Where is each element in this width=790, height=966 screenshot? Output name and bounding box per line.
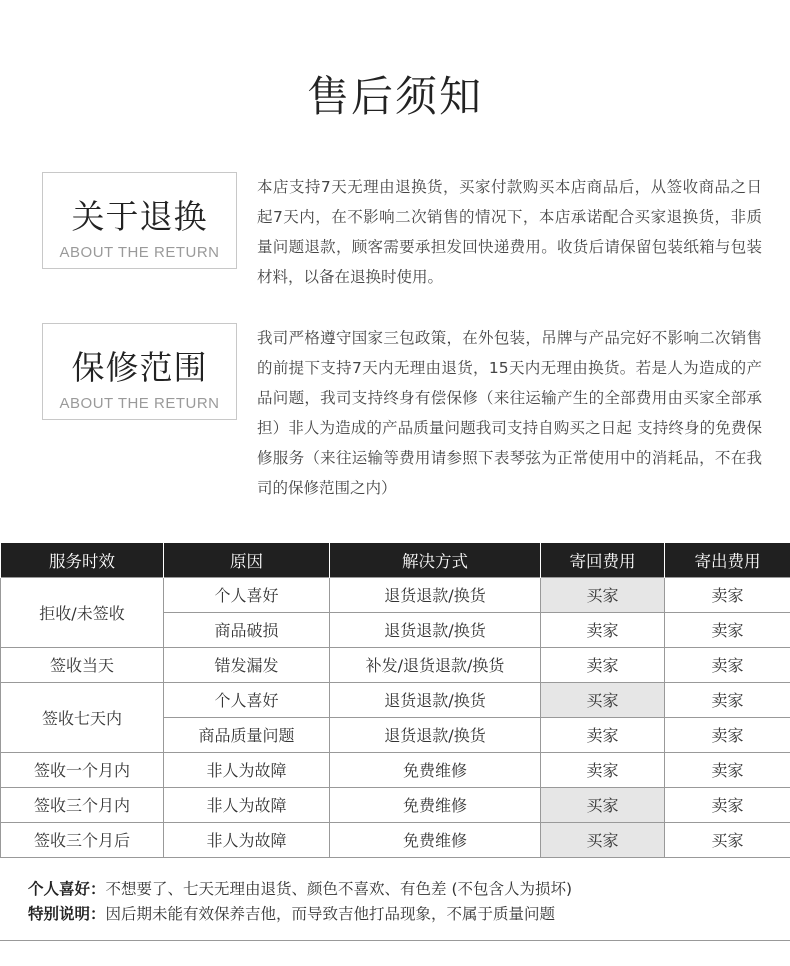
cell-send-fee: 卖家: [665, 577, 790, 612]
note-personal-preference: [28, 877, 790, 902]
cell-reason: 个人喜好: [164, 682, 330, 717]
cell-return-fee: 卖家: [541, 717, 665, 752]
table-body: [1, 577, 790, 857]
note-label: 特别说明：: [28, 905, 106, 923]
cell-reason: 商品破损: [164, 612, 330, 647]
cell-return-fee: 卖家: [541, 752, 665, 787]
warranty-title: 保修范围: [71, 348, 208, 387]
cell-reason: 错发漏发: [164, 647, 330, 682]
cell-send-fee: 卖家: [665, 717, 790, 752]
table-row: [1, 647, 790, 682]
table-row: [1, 752, 790, 787]
note-text: 因后期未能有效保养吉他，而导致吉他打品现象，不属于质量问题: [105, 905, 556, 923]
cell-reason: 非人为故障: [164, 822, 330, 857]
cell-period: 签收一个月内: [1, 752, 164, 787]
cell-reason: 商品质量问题: [164, 717, 330, 752]
cell-send-fee: 卖家: [665, 752, 790, 787]
header-return-fee: 寄回费用: [541, 543, 665, 577]
cell-send-fee: 卖家: [665, 647, 790, 682]
service-table: [0, 543, 790, 858]
table-row: [1, 577, 790, 612]
note-label: 个人喜好：: [28, 880, 106, 898]
cell-solution: 免费维修: [330, 752, 541, 787]
cell-solution: 退货退款/换货: [330, 717, 541, 752]
cell-send-fee: 卖家: [665, 682, 790, 717]
note-special: [28, 902, 790, 927]
cell-send-fee: 买家: [665, 822, 790, 857]
cell-solution: 退货退款/换货: [330, 612, 541, 647]
cell-period: 签收七天内: [1, 682, 164, 752]
cell-solution: 退货退款/换货: [330, 682, 541, 717]
cell-solution: 补发/退货退款/换货: [330, 647, 541, 682]
cell-reason: 个人喜好: [164, 577, 330, 612]
cell-send-fee: 卖家: [665, 612, 790, 647]
warranty-subtitle: ABOUT THE RETURN: [59, 395, 220, 412]
cell-reason: 非人为故障: [164, 752, 330, 787]
cell-return-fee: 买家: [541, 682, 665, 717]
returns-label-box: [42, 172, 237, 269]
cell-period: 拒收/未签收: [1, 577, 164, 647]
cell-solution: 免费维修: [330, 787, 541, 822]
table-row: [1, 787, 790, 822]
cell-send-fee: 卖家: [665, 787, 790, 822]
cell-return-fee: 买家: [541, 822, 665, 857]
cell-return-fee: 买家: [541, 577, 665, 612]
table-row: [1, 822, 790, 857]
cell-period: 签收三个月内: [1, 787, 164, 822]
cell-solution: 免费维修: [330, 822, 541, 857]
cell-return-fee: 卖家: [541, 647, 665, 682]
header-period: 服务时效: [1, 543, 164, 577]
cell-return-fee: 买家: [541, 787, 665, 822]
cell-period: 签收当天: [1, 647, 164, 682]
header-send-fee: 寄出费用: [665, 543, 790, 577]
warranty-text: 我司严格遵守国家三包政策，在外包装，吊牌与产品完好不影响二次销售的前提下支持7天内无理由退货，15天内无理由换货。若是人为造成的产品问题，我司支持终身有偿保修（来往运输产生的全部费用由买家全部承担）非人为造成的产品质量问题我司支持自购买之日起 支持终身的免费保修服务（来往运输等费用请参照下表琴弦为正常使用中的消耗品，不在我司的保修范围之内）: [257, 329, 762, 497]
returns-title: 关于退换: [71, 197, 208, 236]
header-solution: 解决方式: [330, 543, 541, 577]
cell-return-fee: 卖家: [541, 612, 665, 647]
table-row: [1, 682, 790, 717]
warranty-label-box: [42, 323, 237, 420]
notes: [0, 858, 790, 941]
page-title: 售后须知: [306, 72, 483, 121]
note-text: 不想要了、七天无理由退货、颜色不喜欢、有色差 (不包含人为损坏): [105, 880, 573, 898]
header-reason: 原因: [164, 543, 330, 577]
returns-text: 本店支持7天无理由退换货，买家付款购买本店商品后，从签收商品之日起7天内，在不影响二次销售的情况下，本店承诺配合买家退换货，非质量问题退款，顾客需要承担发回快递费用。收货后请保留包装纸箱与包装材料，以备在退换时使用。: [257, 178, 762, 286]
returns-subtitle: ABOUT THE RETURN: [59, 244, 220, 261]
cell-period: 签收三个月后: [1, 822, 164, 857]
cell-solution: 退货退款/换货: [330, 577, 541, 612]
table-header-row: [1, 543, 790, 577]
cell-reason: 非人为故障: [164, 787, 330, 822]
